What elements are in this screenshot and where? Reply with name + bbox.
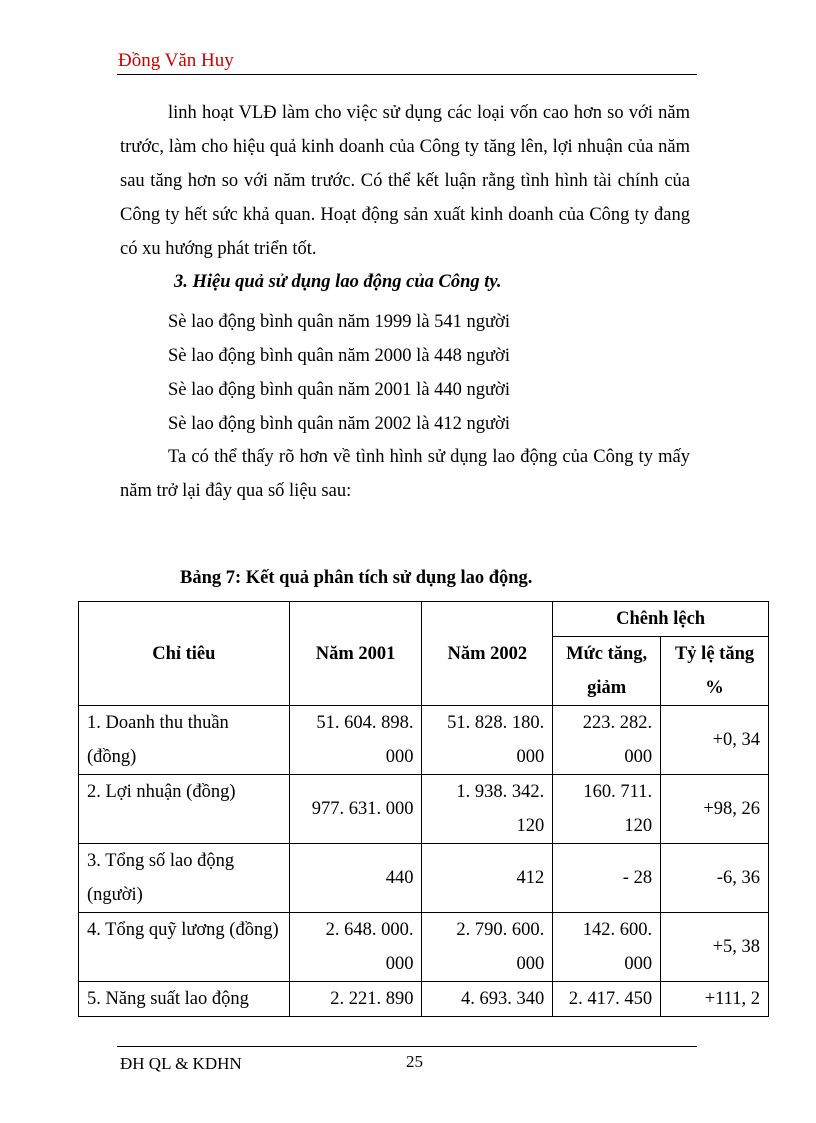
- row-increase-rate: +111, 2: [661, 982, 769, 1017]
- row-increase-rate: +5, 38: [661, 913, 769, 982]
- row-value-2001: 2. 648. 000. 000: [289, 913, 422, 982]
- header-author: Đồng Văn Huy: [118, 50, 234, 71]
- row-increase-level: 2. 417. 450: [553, 982, 661, 1017]
- row-increase-level: 223. 282. 000: [553, 706, 661, 775]
- row-increase-rate: +98, 26: [661, 775, 769, 844]
- header-increase-rate: Tỷ lệ tăng %: [661, 637, 769, 706]
- header-year-2002: Năm 2002: [422, 602, 553, 706]
- labor-line-2000: Sè lao động bình quân năm 2000 là 448 người: [168, 346, 510, 366]
- row-value-2002: 4. 693. 340: [422, 982, 553, 1017]
- row-indicator: 1. Doanh thu thuần (đồng): [79, 706, 290, 775]
- header-rule: [117, 74, 697, 75]
- row-value-2002: 412: [422, 844, 553, 913]
- row-indicator: 2. Lợi nhuận (đồng): [79, 775, 290, 844]
- labor-analysis-table: [78, 601, 769, 1017]
- row-increase-rate: -6, 36: [661, 844, 769, 913]
- row-increase-level: - 28: [553, 844, 661, 913]
- row-value-2002: 51. 828. 180. 000: [422, 706, 553, 775]
- labor-line-1999: Sè lao động bình quân năm 1999 là 541 người: [168, 312, 510, 332]
- table-row: [79, 844, 769, 913]
- row-indicator: 4. Tổng quỹ lương (đồng): [79, 913, 290, 982]
- table-caption: Bảng 7: Kết quả phân tích sử dụng lao động.: [180, 568, 533, 588]
- section-heading: 3. Hiệu quả sử dụng lao động của Công ty.: [174, 272, 502, 292]
- footer-rule: [117, 1046, 697, 1047]
- table-row: [79, 775, 769, 844]
- row-value-2001: 977. 631. 000: [289, 775, 422, 844]
- row-increase-rate: +0, 34: [661, 706, 769, 775]
- labor-line-2002: Sè lao động bình quân năm 2002 là 412 người: [168, 414, 510, 434]
- header-year-2001: Năm 2001: [289, 602, 422, 706]
- row-value-2001: 51. 604. 898. 000: [289, 706, 422, 775]
- row-indicator: 5. Năng suất lao động: [79, 982, 290, 1017]
- table-row: [79, 913, 769, 982]
- table-header-row: [79, 602, 769, 637]
- page-number: 25: [406, 1052, 423, 1071]
- header-indicator: Chỉ tiêu: [79, 602, 290, 706]
- row-value-2001: 2. 221. 890: [289, 982, 422, 1017]
- table-row: [79, 706, 769, 775]
- lead-paragraph: Ta có thể thấy rõ hơn về tình hình sử dụng lao động của Công ty mấy năm trở lại đây qua số liệu sau:: [120, 447, 690, 501]
- row-increase-level: 142. 600. 000: [553, 913, 661, 982]
- header-increase-level: Mức tăng, giảm: [553, 637, 661, 706]
- row-value-2002: 1. 938. 342. 120: [422, 775, 553, 844]
- table-row: [79, 982, 769, 1017]
- row-increase-level: 160. 711. 120: [553, 775, 661, 844]
- row-indicator: 3. Tổng số lao động (người): [79, 844, 290, 913]
- row-value-2002: 2. 790. 600. 000: [422, 913, 553, 982]
- header-difference: Chênh lệch: [553, 602, 769, 637]
- row-value-2001: 440: [289, 844, 422, 913]
- labor-line-2001: Sè lao động bình quân năm 2001 là 440 người: [168, 380, 510, 400]
- intro-paragraph: linh hoạt VLĐ làm cho việc sử dụng các loại vốn cao hơn so với năm trước, làm cho hiệu quả kinh doanh của Công ty tăng lên, lợi nhuận của năm sau tăng hơn so với năm trước. Có thể kết luận rằng tình hình tài chính của Công ty hết sức khả quan. Hoạt động sản xuất kinh doanh của Công ty đang có xu hướng phát triển tốt.: [120, 103, 690, 259]
- footer-institution: ĐH QL & KDHN: [120, 1054, 242, 1073]
